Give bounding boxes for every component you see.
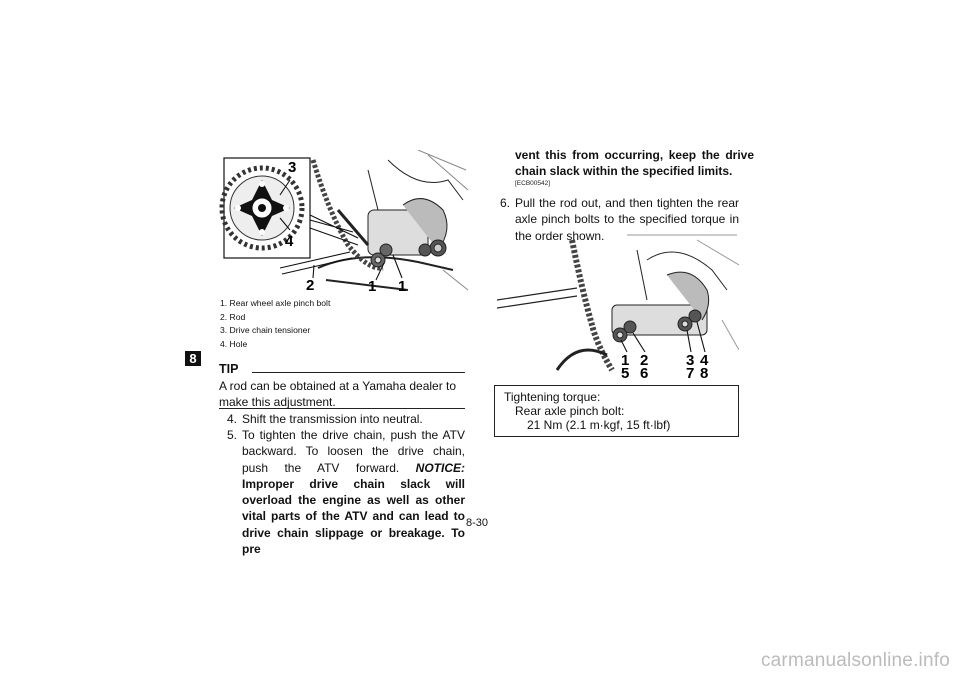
page-number: 8-30 xyxy=(466,517,489,529)
watermark: carmanualsonline.info xyxy=(760,650,950,671)
step-text: Pull the rod out, and then tighten the rear axle pinch bolts to the specified torque in the order shown. xyxy=(515,196,739,243)
caption-item: 1. Rear wheel axle pinch bolt xyxy=(220,298,331,308)
figure-bolt-tightening-order-illustration xyxy=(497,230,739,378)
step-5 xyxy=(227,427,465,557)
notice-code: [ECB00542] xyxy=(515,180,551,187)
step-number: 4. xyxy=(227,412,238,426)
step-number: 6. xyxy=(500,196,511,210)
callout-3: 3 xyxy=(686,352,695,369)
step-text xyxy=(242,427,465,557)
figure-chain-tensioner-illustration xyxy=(218,150,470,296)
caption-item: 2. Rod xyxy=(220,311,246,322)
figure1-captions xyxy=(220,297,330,351)
torque-spec-box xyxy=(494,385,739,437)
notice-continuation xyxy=(500,147,754,180)
notice-text-part1: Improper drive chain slack will overload the engine as well as other vital parts of the ATV and can lead to drive chain slippage or breakage. To pre xyxy=(242,476,465,557)
caption-item: 4. Hole xyxy=(220,338,248,349)
figure2-drawing xyxy=(497,235,739,370)
torque-value: 21 Nm (2.1 m·kgf, 15 ft·lbf) xyxy=(527,418,671,432)
callout-5: 5 xyxy=(621,365,630,378)
callout-1: 1 xyxy=(368,278,377,295)
callout-1: 1 xyxy=(398,278,407,295)
callout-4: 4 xyxy=(285,233,294,250)
figure1-drawing xyxy=(313,150,468,290)
callout-7: 7 xyxy=(686,365,695,378)
step-number: 5. xyxy=(227,428,238,442)
callout-6: 6 xyxy=(640,365,649,378)
caption-item: 3. Drive chain tensioner xyxy=(220,325,311,335)
step-4 xyxy=(227,411,465,428)
callout-1: 1 xyxy=(621,352,630,369)
tip-text: A rod can be obtained at a Yamaha dealer to make this adjustment. xyxy=(219,379,457,409)
notice-text-part2: vent this from occurring, keep the drive chain slack within the specified limits. xyxy=(515,148,754,179)
callout-3: 3 xyxy=(288,159,297,176)
chapter-tab: 8 xyxy=(185,351,201,366)
step-text: Shift the transmission into neutral. xyxy=(242,412,423,426)
tip-rule-top xyxy=(252,372,465,373)
tip-heading: TIP xyxy=(219,362,239,376)
torque-item: Rear axle pinch bolt: xyxy=(515,404,625,418)
callout-8: 8 xyxy=(700,365,709,378)
figure1-inset xyxy=(222,158,310,258)
callout-2: 2 xyxy=(640,352,649,369)
tip-rule-bottom xyxy=(219,408,465,409)
notice-label: NOTICE: xyxy=(415,460,465,475)
callout-4: 4 xyxy=(700,352,709,369)
step-5-instruction: To tighten the drive chain, push the ATV backward. To loosen the drive chain, push the ATV forward. xyxy=(242,428,465,475)
torque-label: Tightening torque: xyxy=(504,390,601,404)
callout-2: 2 xyxy=(306,277,315,294)
